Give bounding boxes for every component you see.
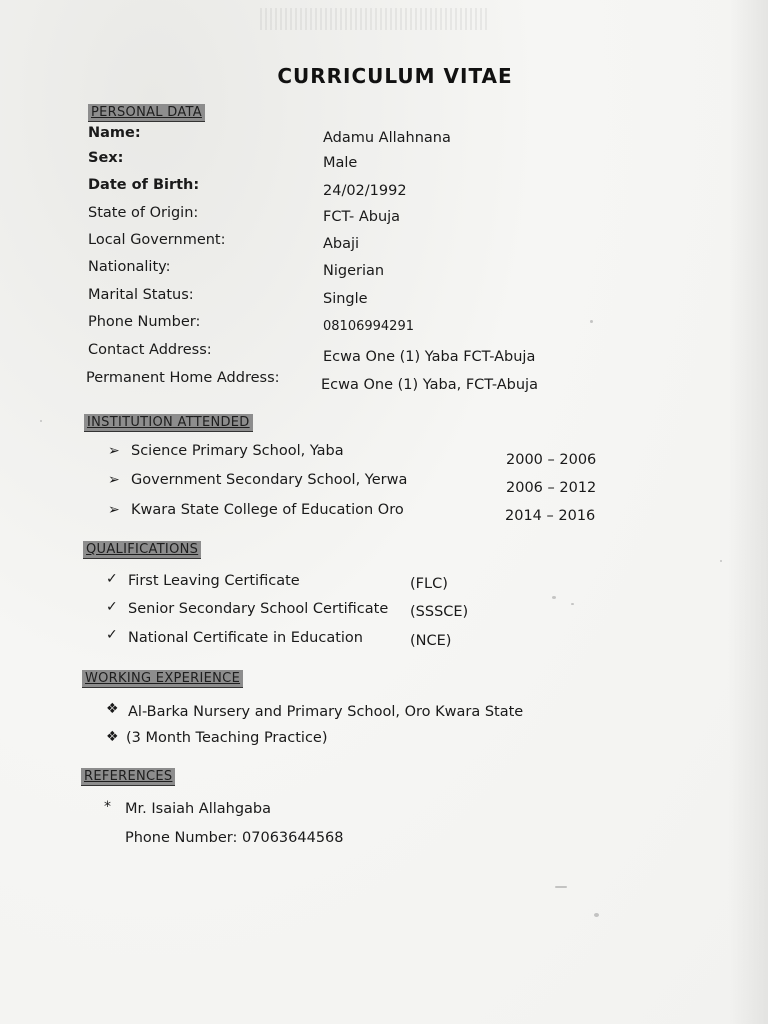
value-marital: Single: [323, 291, 368, 307]
value-phone: 08106994291: [323, 319, 414, 334]
institution-name: Science Primary School, Yaba: [131, 443, 344, 459]
label-nationality: Nationality:: [88, 259, 171, 275]
scan-speck: [571, 603, 574, 605]
value-state: FCT- Abuja: [323, 209, 401, 225]
institution-years: 2006 – 2012: [506, 480, 597, 496]
institution-years: 2014 – 2016: [505, 508, 596, 524]
section-heading-personal: PERSONAL DATA: [88, 104, 205, 122]
section-heading-institutions: INSTITUTION ATTENDED: [84, 414, 253, 432]
diamond-bullet-icon: ❖: [106, 729, 119, 745]
institution-name: Government Secondary School, Yerwa: [131, 472, 408, 488]
label-state: State of Origin:: [88, 205, 199, 221]
scan-speck: [594, 913, 599, 917]
label-phone: Phone Number:: [88, 314, 201, 330]
scan-shadow-right: [728, 0, 768, 1024]
scan-noise-top: [260, 8, 490, 30]
scan-speck: [552, 596, 556, 599]
qualification-code: (FLC): [410, 576, 448, 592]
scan-speck: [555, 886, 567, 888]
label-sex: Sex:: [88, 150, 124, 166]
label-name: Name:: [88, 125, 141, 141]
section-heading-experience: WORKING EXPERIENCE: [82, 670, 243, 688]
experience-item: Al-Barka Nursery and Primary School, Oro Kwara State: [128, 704, 524, 720]
institution-years: 2000 – 2006: [506, 452, 597, 468]
qualification-code: (NCE): [410, 633, 452, 649]
label-dob: Date of Birth:: [88, 177, 200, 193]
value-home-address: Ecwa One (1) Yaba, FCT-Abuja: [321, 377, 538, 393]
qualification-name: National Certificate in Education: [128, 630, 363, 646]
arrow-bullet-icon: ➢: [108, 502, 120, 518]
value-dob: 24/02/1992: [323, 183, 407, 199]
value-contact-address: Ecwa One (1) Yaba FCT-Abuja: [323, 349, 536, 365]
section-heading-references: REFERENCES: [81, 768, 175, 786]
reference-name: Mr. Isaiah Allahgaba: [125, 801, 272, 817]
checkmark-icon: ✓: [106, 599, 118, 615]
arrow-bullet-icon: ➢: [108, 472, 120, 488]
reference-phone: Phone Number: 07063644568: [125, 830, 344, 846]
label-lga: Local Government:: [88, 232, 226, 248]
value-lga: Abaji: [323, 236, 360, 252]
value-nationality: Nigerian: [323, 263, 385, 279]
section-heading-qualifications: QUALIFICATIONS: [83, 541, 201, 559]
value-name: Adamu Allahnana: [323, 130, 451, 146]
label-home-address: Permanent Home Address:: [86, 370, 280, 386]
label-contact-address: Contact Address:: [88, 342, 212, 358]
label-marital: Marital Status:: [88, 287, 194, 303]
scan-speck: [720, 560, 722, 562]
checkmark-icon: ✓: [106, 627, 118, 643]
qualification-name: Senior Secondary School Certificate: [128, 601, 389, 617]
checkmark-icon: ✓: [106, 571, 118, 587]
diamond-bullet-icon: ❖: [106, 701, 119, 717]
document-title: CURRICULUM VITAE: [277, 64, 513, 88]
institution-name: Kwara State College of Education Oro: [131, 502, 404, 518]
value-sex: Male: [323, 155, 358, 171]
arrow-bullet-icon: ➢: [108, 443, 120, 459]
qualification-code: (SSSCE): [410, 604, 469, 620]
qualification-name: First Leaving Certificate: [128, 573, 300, 589]
asterisk-bullet-icon: *: [104, 799, 111, 815]
scan-speck: [590, 320, 593, 323]
scan-speck: [40, 420, 42, 422]
experience-item: (3 Month Teaching Practice): [126, 730, 328, 746]
